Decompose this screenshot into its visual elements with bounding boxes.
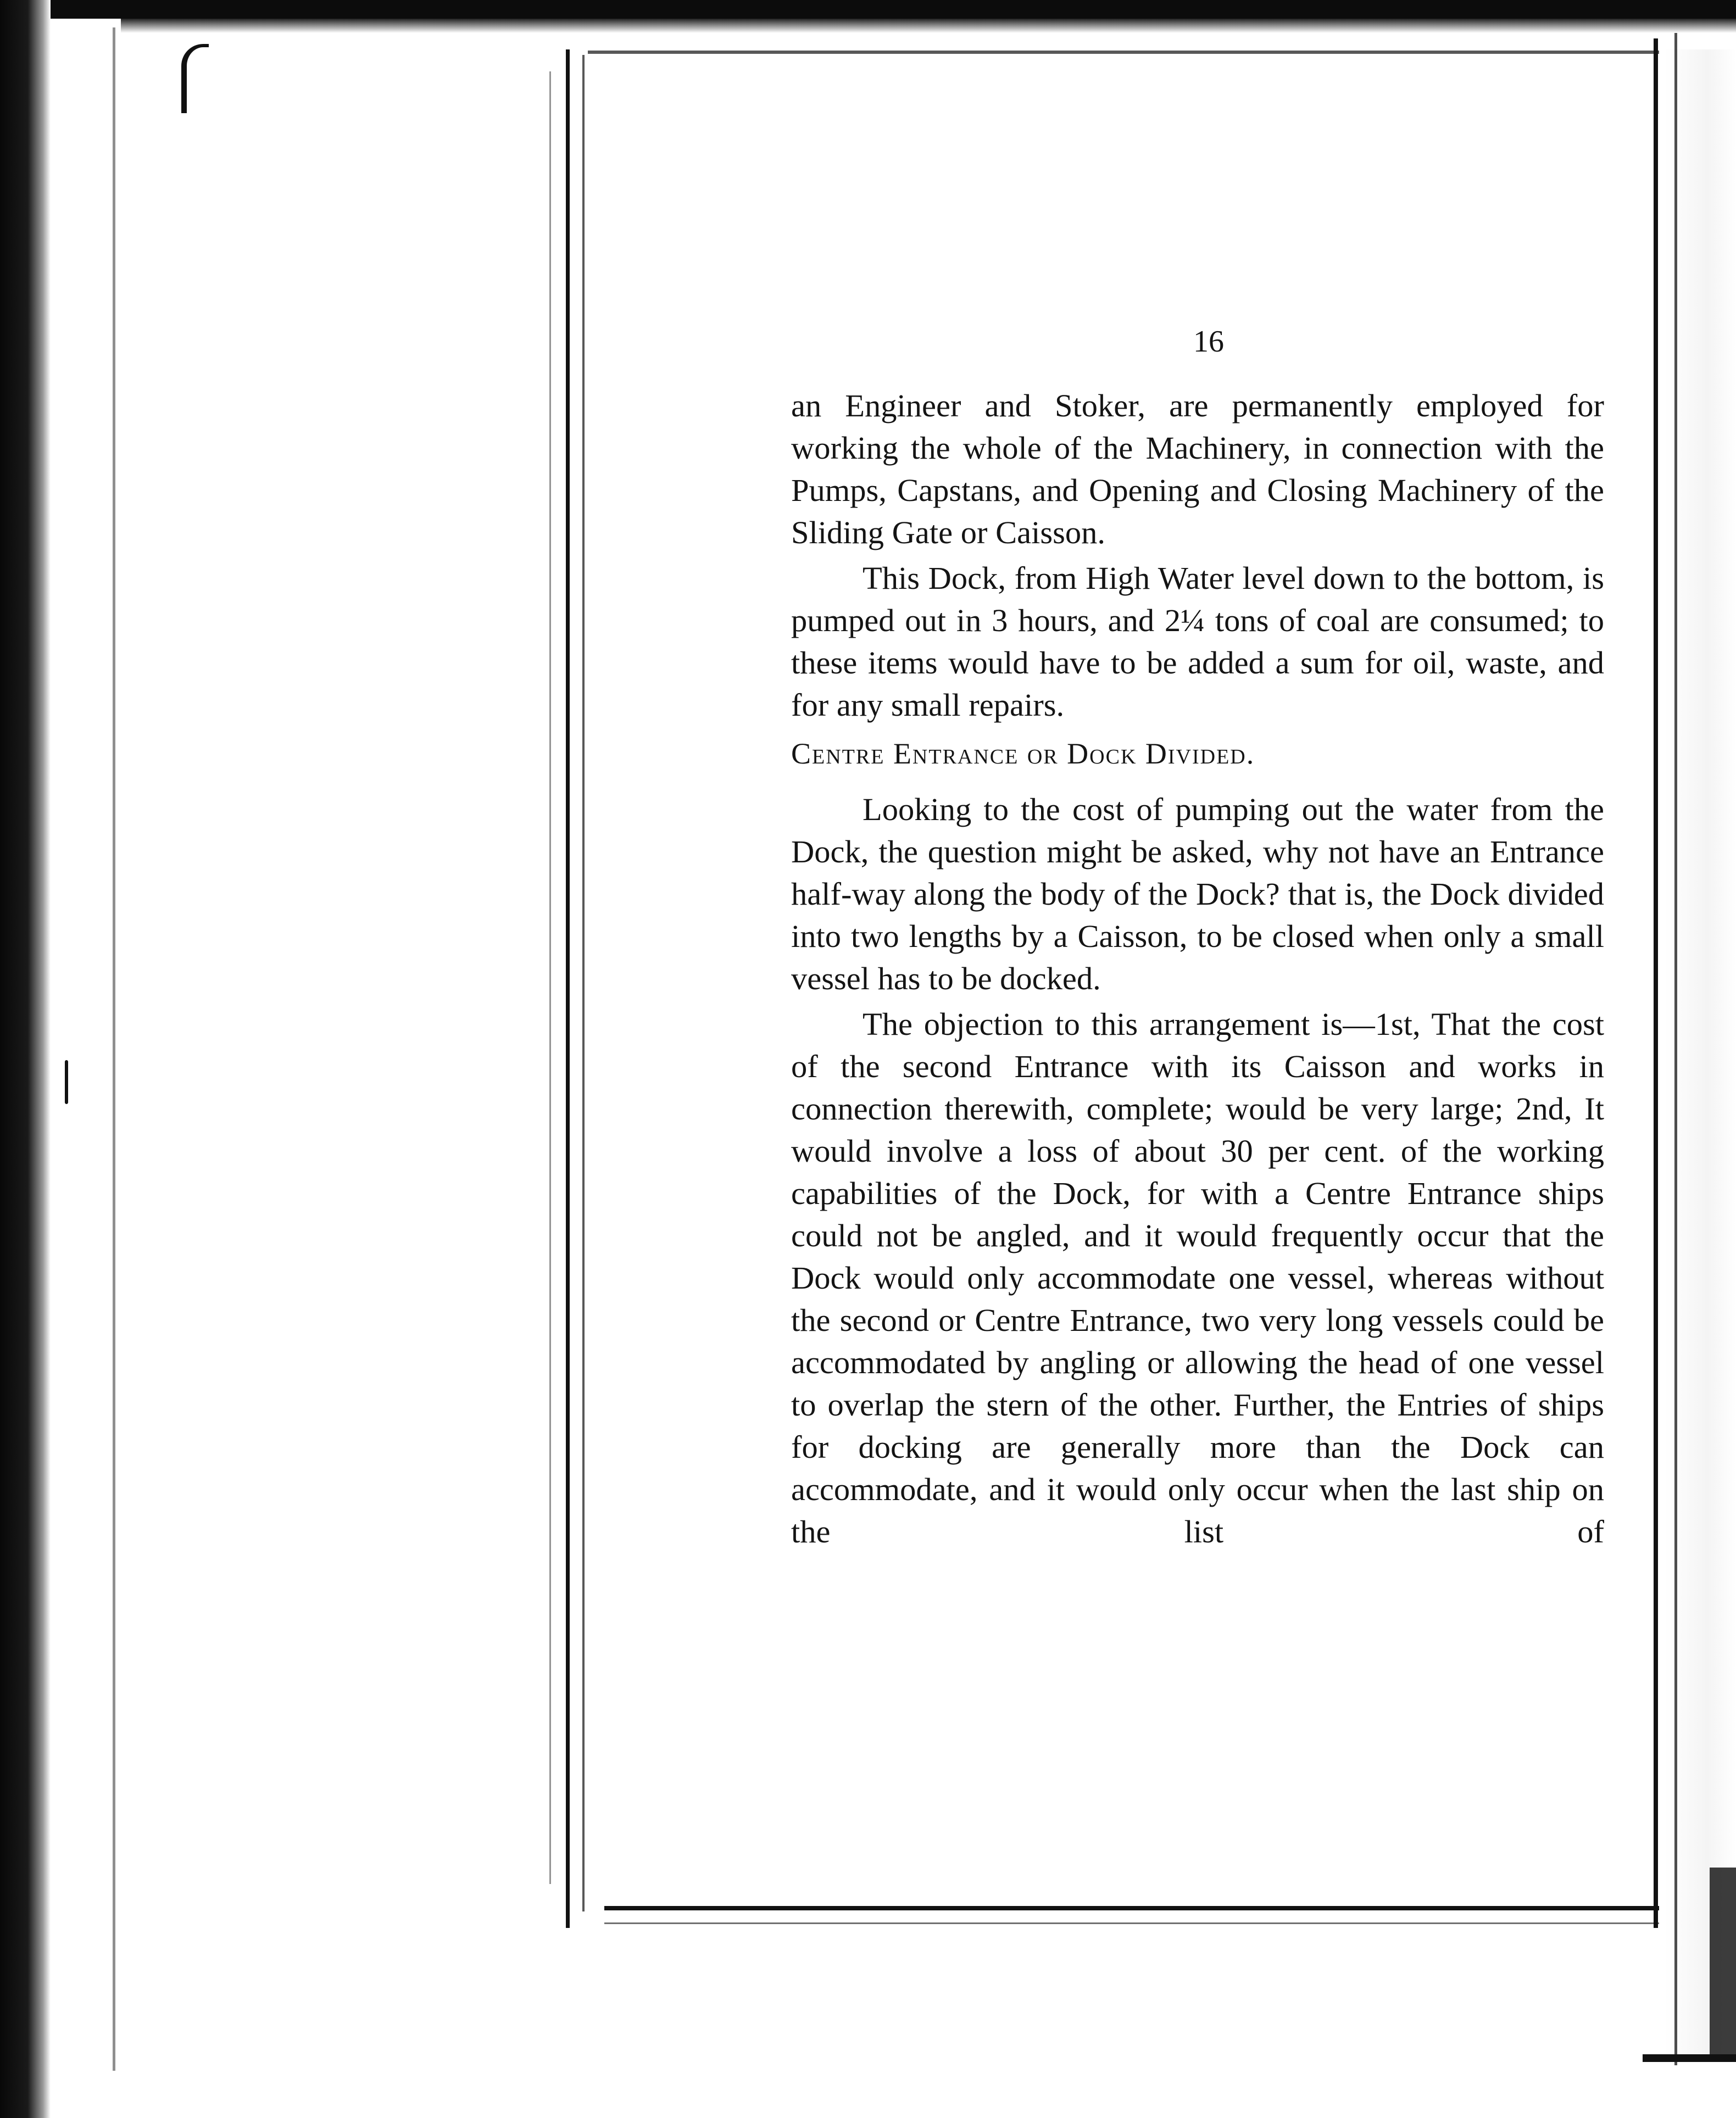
bracket-mark (181, 44, 209, 113)
page-bottom-border (604, 1906, 1659, 1910)
scan-top-shadow (121, 19, 1736, 33)
page-right-border (1674, 33, 1677, 2065)
paragraph: an Engineer and Stoker, are permanently employed for working the whole of the Machinery, in connection with the Pumps, Capstans, and Opening and Closing Machinery of the Sliding Gate or Caisson. (791, 388, 1604, 550)
page-number: 16 (1193, 325, 1224, 359)
page-body (791, 384, 1604, 1556)
scan-right-shadow (1710, 1868, 1736, 2054)
page-bottom-border (604, 1922, 1659, 1924)
paragraph: This Dock, from High Water level down to the bottom, is pumped out in 3 hours, and 2¼ tons of coal are consumed; to these items would have to be added a sum for oil, waste, and for any small repairs. (791, 560, 1604, 723)
page-right-border (1654, 38, 1658, 1928)
section-heading: Centre Entrance or Dock Divided. (791, 737, 1255, 770)
page-top-border (588, 51, 1659, 54)
paragraph: The objection to this arrangement is—1st, That the cost of the second Entrance with its Caisson and works in connection therewith, complete; would be very large; 2nd, It would involve a loss of about 30 per cent. of the working capabilities of the Dock, for with a Centre Entrance ships could not be angled, and it would frequently occur that the Dock would only accommodate one vessel, whereas without the second or Centre Entrance, two very long vessels could be accommodated by angling or allowing the head of one vessel to overlap the stern of the other. Further, the Entries of ships for docking are generally more than the Dock can accommodate, and it would only occur when the last ship on the list of (791, 1006, 1604, 1550)
page-fold-line (566, 49, 570, 1928)
scan-top-edge (0, 0, 1736, 19)
scan-left-line (113, 27, 115, 2071)
page-fold-line (582, 55, 585, 1911)
scan-bottom-edge (1643, 2054, 1736, 2062)
paragraph: Looking to the cost of pumping out the water from the Dock, the question might be asked, why not have an Entrance half-way along the body of the Dock? that is, the Dock divided into two lengths by a Caisson, to be closed when only a small vessel has to be docked. (791, 792, 1604, 996)
scan-left-edge (0, 0, 51, 2118)
page-fold-line (549, 71, 551, 1884)
left-margin-mark (65, 1060, 68, 1104)
